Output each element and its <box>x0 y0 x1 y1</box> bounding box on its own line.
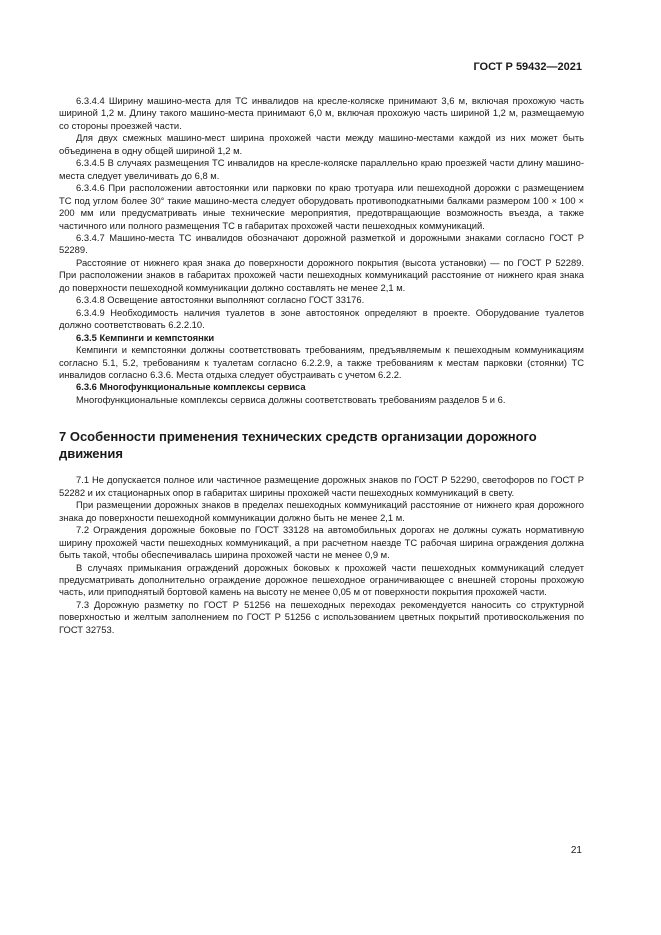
paragraph-6-3-4-5: 6.3.4.5 В случаях размещения ТС инвалидов на кресле-коляске параллельно краю проезжей части длину машино-места следует увеличивать до 6,8 м. <box>59 157 584 181</box>
subsection-6-3-5-text: Кемпинги и кемпстоянки должны соответствовать требованиям, предъявляемым к пешеходным коммуникациям согласно 5.1, 5.2, требованиям к туалетам согласно 6.2.2.9, а также требованиям к местам парковки (стоянки) ТС инвалидов согласно 6.3.6. Места отдыха следует обустраивать с учетом 6.2.2. <box>59 344 584 380</box>
paragraph-adjacent-spaces: Для двух смежных машино-мест ширина прохожей части между машино-местами каждой из них может быть объединена в одну общей шириной 1,2 м. <box>59 132 584 156</box>
paragraph-7-2: 7.2 Ограждения дорожные боковые по ГОСТ 33128 на автомобильных дорогах не должны сужать нормативную ширину прохожей части пешеходных коммуникаций, а при расчетном наезде ТС рабочая ширина ограждения должна быть такой, чтобы обеспечивалась ширина прохожей части не менее 0,9 м. <box>59 524 584 561</box>
paragraph-6-3-4-4: 6.3.4.4 Ширину машино-места для ТС инвалидов на кресле-коляске принимают 3,6 м, включая прохожую часть шириной 1,2 м. Длину такого машино-места принимают 6,0 м, включая прохожую часть шириной 1,2 м, размещаемую со стороны проезжей части. <box>59 95 584 131</box>
section-7-title: 7 Особенности применения технических средств организации дорожного движения <box>59 429 537 462</box>
paragraph-6-3-4-7: 6.3.4.7 Машино-места ТС инвалидов обозначают дорожной разметкой и дорожными знаками согласно ГОСТ Р 52289. <box>59 231 584 256</box>
paragraph-6-3-4-6: 6.3.4.6 При расположении автостоянки или парковки по краю тротуара или пешеходной дорожки с размещением ТС под углом более 30° такие машино-места следует оборудовать противоподкатными балками размером 100 × 100 × 200 мм или предусматривать иные технические мероприятия, предотвращающие возможность въезда, а также частичного или полного размещения ТС в габаритах прохожей части пешеходных коммуникаций. <box>59 182 584 231</box>
paragraph-sign-placement: При размещении дорожных знаков в пределах пешеходных коммуникаций расстояние от нижнего края дорожного знака до поверхности пешеходной коммуникации должно быть не менее 2,1 м. <box>59 499 584 523</box>
paragraph-sign-height: Расстояние от нижнего края знака до поверхности дорожного покрытия (высота установки) — по ГОСТ Р 52289. При расположении знаков в габаритах прохожей части пешеходных коммуникаций расстояние от нижнего края знака до поверхности пешеходной коммуникации должно составлять не менее 2,1 м. <box>59 256 584 293</box>
paragraph-6-3-4-8: 6.3.4.8 Освещение автостоянки выполняют согласно ГОСТ 33176. <box>76 294 365 306</box>
subsection-6-3-6-title: 6.3.6 Многофункциональные комплексы сервиса <box>76 381 306 393</box>
standard-code-header: ГОСТ Р 59432—2021 <box>473 61 582 73</box>
subsection-6-3-5-title: 6.3.5 Кемпинги и кемпстоянки <box>76 331 215 343</box>
paragraph-6-3-4-9: 6.3.4.9 Необходимость наличия туалетов в зоне автостоянок определяют в проекте. Оборудование туалетов должно соответствовать 6.2.2.10. <box>59 306 584 331</box>
paragraph-barrier-adjoining: В случаях примыкания ограждений дорожных боковых к прохожей части пешеходных коммуникаций следует предусматривать дополнительно ограждение дорожное пешеходное ограничивающее с внешней стороны прохожую часть, или приподнятый бортовой камень на высоту не менее 0,05 м от поверхности покрытия прохожей части. <box>59 561 584 598</box>
paragraph-7-3: 7.3 Дорожную разметку по ГОСТ Р 51256 на пешеходных переходах рекомендуется наносить со структурной поверхностью и желтым заполнением по ГОСТ Р 51256 с использованием цветных покрытий противоскольжения по ГОСТ 32753. <box>59 598 584 635</box>
subsection-6-3-6-text: Многофункциональные комплексы сервиса должны соответствовать требованиям разделов 5 и 6. <box>76 393 506 405</box>
paragraph-7-1: 7.1 Не допускается полное или частичное размещение дорожных знаков по ГОСТ Р 52290, светофоров по ГОСТ Р 52282 и их стационарных опор в габаритах ширины прохожей части пешеходных коммуникаций в свету. <box>59 474 584 498</box>
document-body <box>59 95 584 636</box>
page-number: 21 <box>570 845 582 856</box>
